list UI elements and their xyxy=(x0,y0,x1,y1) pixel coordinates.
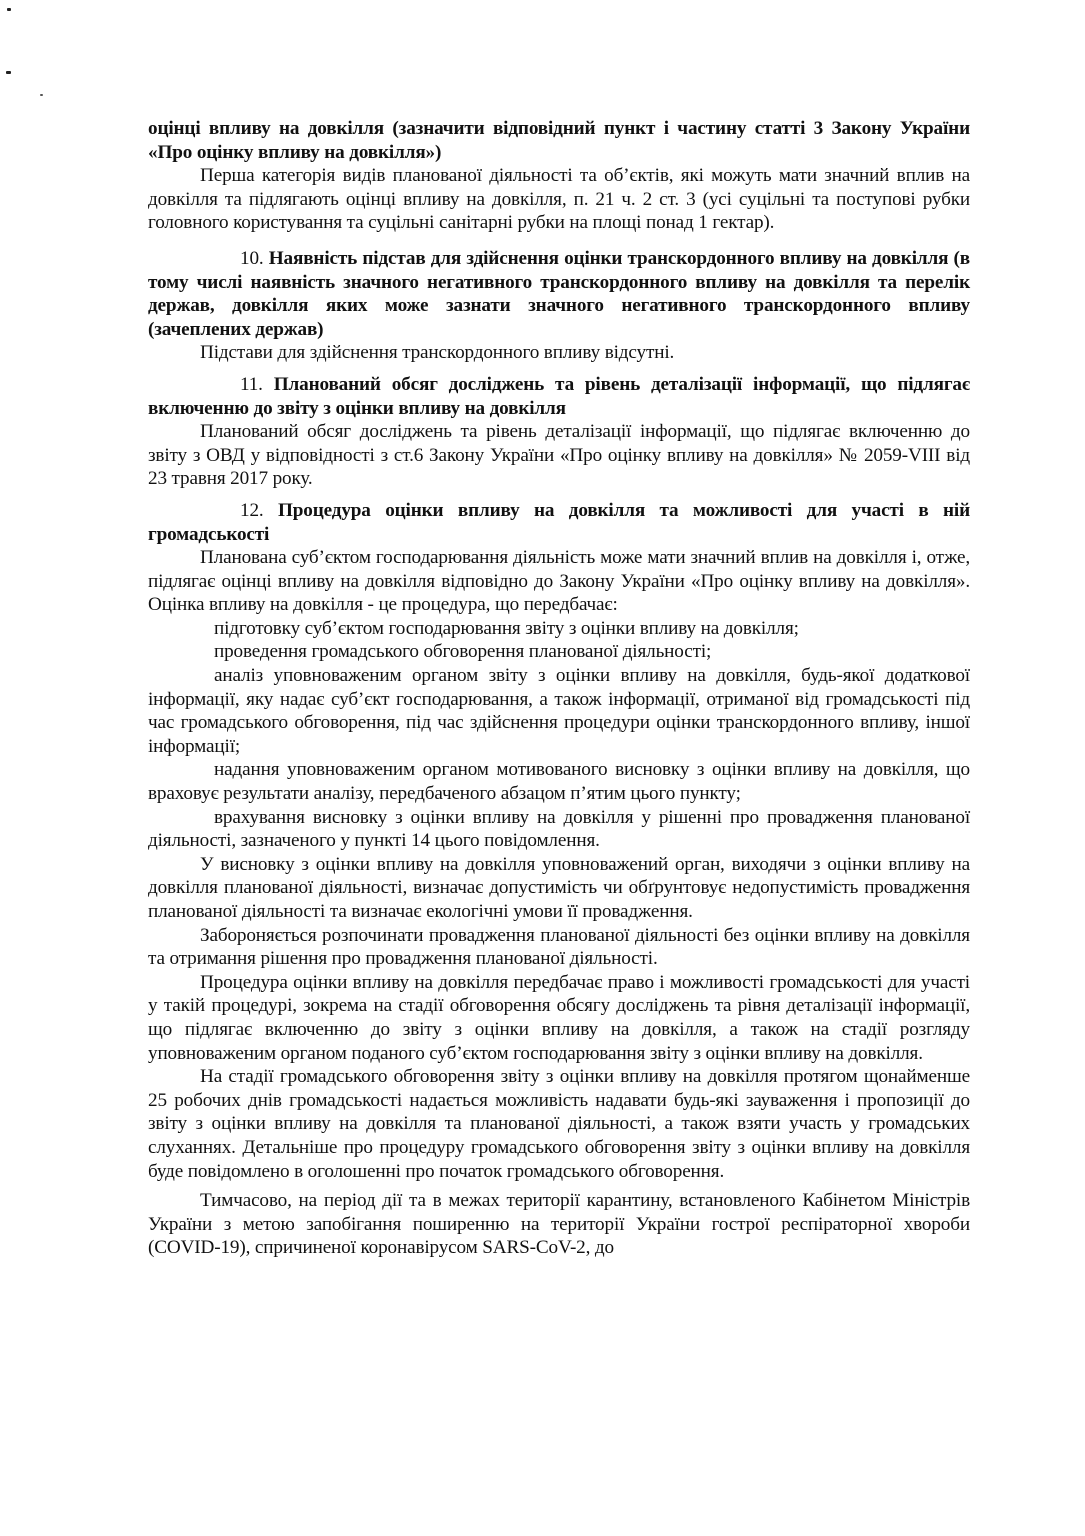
scan-artifact-mark xyxy=(7,8,11,11)
section-title: Планований обсяг досліджень та рівень деталізації інформації, що підлягає включенню до звіту з оцінки впливу на довкілля xyxy=(148,373,970,419)
section-11-paragraph: Планований обсяг досліджень та рівень деталізації інформації, що підлягає включенню до звіту з ОВД у відповідності з ст.6 Закону України «Про оцінку впливу на довкілля» № 2059-VIII від 23 травня 2017 року. xyxy=(148,421,970,490)
procedure-list-item: підготовку суб’єктом господарювання звіту з оцінки впливу на довкілля; xyxy=(214,617,799,639)
procedure-list-item: врахування висновку з оцінки впливу на довкілля у рішенні про провадження планованої діяльності, зазначеного у пункті 14 цього повідомлення. xyxy=(148,806,970,852)
section-12-paragraph: Процедура оцінки впливу на довкілля передбачає право і можливості громадськості для участі у такій процедурі, зокрема на стадії обговорення обсягу досліджень та рівня деталізації інформації, що підлягає включенню до звіту з оцінки впливу на довкілля, а також на стадії розгляду уповноваженим органом поданого суб’єктом господарювання звіту з оцінки впливу на довкілля. xyxy=(148,971,970,1064)
section-heading-12 xyxy=(148,499,970,546)
section-title: Наявність підстав для здійснення оцінки транскордонного впливу на довкілля (в тому числі наявність значного негативного транскордонного впливу на довкілля та перелік держав, довкілля яких може зазнати значного негативного транскордонного впливу (зачеплених держав) xyxy=(148,247,970,340)
scan-artifact-mark xyxy=(6,71,11,74)
section-heading-10 xyxy=(148,247,970,341)
section-11 xyxy=(148,373,970,491)
section-10 xyxy=(148,247,970,365)
procedure-list-item: проведення громадського обговорення планованої діяльності; xyxy=(214,641,712,663)
section-12 xyxy=(148,499,970,1260)
section-12-paragraph: Тимчасово, на період дії та в межах території карантину, встановленого Кабінетом Міністрів України з метою запобігання поширенню на території України гострої респіраторної хвороби (COVID-19), спричиненої коронавірусом SARS-CoV-2, до xyxy=(148,1190,970,1259)
section-title: Процедура оцінки впливу на довкілля та можливості для участі в ній громадськості xyxy=(148,499,971,545)
document-page xyxy=(148,117,970,1260)
section-number: 11. xyxy=(240,373,263,395)
procedure-list-item: аналіз уповноваженим органом звіту з оцінки впливу на довкілля, будь-якої додаткової інформації, яку надає суб’єкт господарювання, а також інформації, отриманої від громадськості під час громадського обговорення, під час здійснення процедури оцінки транскордонного впливу, іншої інформації; xyxy=(148,665,970,757)
section-number: 10. xyxy=(240,247,264,269)
scan-artifact-mark xyxy=(40,94,43,96)
section-number: 12. xyxy=(240,499,264,521)
heading-continuation-9: оцінці впливу на довкілля (зазначити відповідний пункт і частину статті 3 Закону України «Про оцінку впливу на довкілля») xyxy=(148,118,970,163)
procedure-list-item: надання уповноваженим органом мотивованого висновку з оцінки впливу на довкілля, що враховує результати аналізу, передбаченого абзацом п’ятим цього пункту; xyxy=(148,759,970,805)
section-12-paragraph: У висновку з оцінки впливу на довкілля уповноважений орган, виходячи з оцінки впливу на довкілля планованої діяльності, визначає допустимість чи обґрунтовує недопустимість провадження планованої діяльності та визначає екологічні умови її провадження. xyxy=(148,853,970,922)
section-12-paragraph: Забороняється розпочинати провадження планованої діяльності без оцінки впливу на довкілля та отримання рішення про провадження планованої діяльності. xyxy=(148,924,970,970)
section-12-paragraph: На стадії громадського обговорення звіту з оцінки впливу на довкілля протягом щонайменше 25 робочих днів громадськості надається можливість надавати будь-які зауваження і пропозиції до звіту з оцінки впливу на довкілля та планованої діяльності, а також взяти участь у громадських слуханнях. Детальніше про процедуру громадського обговорення звіту з оцінки впливу на довкілля буде повідомлено в оголошенні про початок громадського обговорення. xyxy=(148,1066,970,1182)
paragraph-9-body: Перша категорія видів планованої діяльності та об’єктів, які можуть мати значний вплив на довкілля та підлягають оцінці впливу на довкілля, п. 21 ч. 2 ст. 3 (усі суцільні та поступові рубки головного користування та суцільні санітарні рубки на площі понад 1 гектар). xyxy=(148,165,970,234)
section-heading-11 xyxy=(148,373,970,420)
section-10-paragraph: Підстави для здійснення транскордонного впливу відсутні. xyxy=(200,342,675,364)
section-12-paragraph: Планована суб’єктом господарювання діяльність може мати значний вплив на довкілля і, отже, підлягає оцінці впливу на довкілля відповідно до Закону України «Про оцінку впливу на довкілля». Оцінка впливу на довкілля - це процедура, що передбачає: xyxy=(148,547,970,616)
